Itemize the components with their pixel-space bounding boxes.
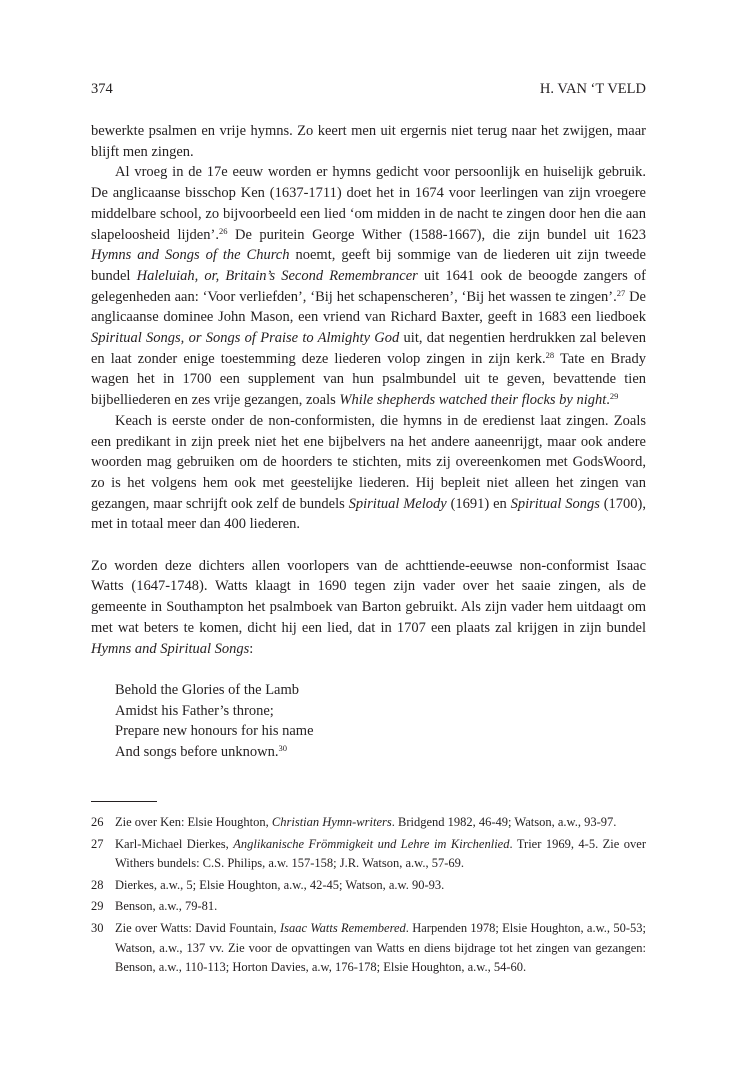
p2-text-7: Tate en Brady wagen het in 1700 een supplement van hun psalmbundel uit te geven, bevattende tien bijbelliederen en zes vrije gezangen, zoals	[91, 350, 646, 409]
p2-title-2: Haleluiah, or, Britain’s Second Remembrancer	[136, 267, 418, 284]
p4-title-1: Hymns and Spiritual Songs	[91, 640, 250, 657]
p2-title-1: Hymns and Songs of the Church	[91, 247, 290, 264]
footnote-number: 27	[91, 836, 104, 851]
footnote	[91, 919, 646, 978]
p2-text-6: uit, dat negentien herdrukken zal beleven en laat zonder enige toestemming deze liederen volop zingen in zijn kerk.	[91, 330, 646, 367]
p3-text-1: Keach is eerste onder de non-conformisten, die hymns in de eredienst laat zingen. Zoals een predikant in zijn preek niet het ene bijbelvers na het andere aaneenrijgt, maar ook andere woorden mag gebruiken om de hoorders te stichten, mits zij overeenkomen met GodsWoord, zo is het volgens hem ook met geestelijke liederen. Hij bepleit niet alleen het zingen van gezangen, maar schrijft ook zelf de bundels	[91, 412, 646, 512]
footnote-number: 29	[91, 899, 104, 914]
footnote-ref-26[interactable]: 26	[218, 225, 228, 236]
footnote-text-a: Benson, a.w., 79-81.	[115, 899, 218, 914]
paragraph-1	[91, 121, 646, 162]
p4-text-2: :	[249, 640, 254, 657]
footnote-text-a: Dierkes, a.w., 5; Elsie Houghton, a.w., 42-45; Watson, a.w. 90-93.	[115, 877, 445, 892]
footnote	[91, 897, 646, 917]
poem-line-4	[115, 742, 646, 763]
page-number: 374	[91, 81, 113, 97]
running-title: H. VAN ‘T VELD	[539, 81, 646, 97]
footnote-number: 30	[91, 920, 104, 935]
footnote-text	[115, 813, 646, 833]
footnote-text-b: . Bridgend 1982, 46-49; Watson, a.w., 93-97.	[391, 815, 617, 829]
footnote	[91, 876, 646, 896]
footnote-title: Isaac Watts Remembered	[279, 920, 406, 935]
p3-title-2: Spiritual Songs	[510, 495, 600, 512]
paragraph-3	[91, 411, 646, 535]
footnote-ref-27[interactable]: 27	[616, 287, 626, 298]
paragraph-1-text: bewerkte psalmen en vrije hymns. Zo keert men uit ergernis niet terug naar het zwijgen, maar blijft men zingen.	[91, 123, 646, 160]
footnote-number: 28	[91, 877, 104, 892]
p2-text-2: De puritein George Wither (1588-1667), die zijn bundel uit 1623	[227, 226, 647, 243]
p2-text-4: uit 1641 ook de beoogde zangers of gelegenheden aan: ‘Voor verliefden’, ‘Bij het schapenscheren’, ‘Bij het wassen te zingen’.	[91, 267, 646, 305]
footnote-rule	[91, 801, 157, 802]
footnote-text-b: . Trier 1969, 4-5. Zie over Withers bundels: C.S. Philips, a.w. 157-158; J.R. Watson, a.w., 57-69.	[115, 836, 647, 871]
poem-line-2: Amidst his Father’s throne;	[115, 702, 274, 719]
footnote-text-a: Zie over Ken: Elsie Houghton,	[115, 815, 272, 829]
footnote-text-a: Karl-Michael Dierkes,	[115, 836, 234, 851]
poem-line-3: Prepare new honours for his name	[115, 723, 314, 740]
p2-text-3: noemt, geeft bij sommige van de liederen uit zijn tweede bundel	[91, 247, 646, 284]
footnote-ref-28[interactable]: 28	[545, 349, 555, 360]
footnote	[91, 813, 646, 833]
poem-quote	[115, 680, 646, 763]
footnote-number: 26	[91, 815, 104, 829]
p3-text-3: (1700), met in totaal meer dan 400 liederen.	[91, 495, 646, 533]
footnote	[91, 835, 646, 874]
running-head	[91, 79, 646, 99]
paragraph-2	[91, 162, 646, 410]
poem-line-4-text: And songs before unknown.	[115, 744, 279, 761]
footnote-text-a: Zie over Watts: David Fountain,	[115, 920, 280, 935]
footnote-title: Anglikanische Frömmigkeit und Lehre im Kirchenlied	[233, 836, 510, 851]
p2-title-4: While shepherds watched their flocks by night	[339, 392, 607, 409]
footnote-text	[115, 897, 646, 917]
p2-text-8: .	[606, 392, 610, 409]
footnote-ref-30[interactable]: 30	[278, 743, 288, 754]
p2-text-1: Al vroeg in de 17e eeuw worden er hymns gedicht voor persoonlijk en huiselijk gebruik. De anglicaanse bisschop Ken (1637-1711) doet het in 1674 voor leerlingen van zijn vroegere middelbare school, zo bijvoorbeeld een lied ‘om midden in de nacht te zingen door hen die aan slapeloosheid lijden’.	[91, 164, 646, 243]
footnotes	[91, 813, 646, 980]
p3-title-1: Spiritual Melody	[348, 495, 447, 512]
p3-text-2: (1691) en	[446, 495, 511, 512]
footnote-text	[115, 835, 646, 874]
p2-text-5: De anglicaanse dominee John Mason, een vriend van Richard Baxter, geeft in 1683 een liedboek	[91, 288, 646, 326]
footnote-text-b: . Harpenden 1978; Elsie Houghton, a.w., 50-53; Watson, a.w., 137 vv. Zie voor de opvattingen van Watts en diens bijdrage tot het zingen van gezangen: Benson, a.w., 110-113; Horton Davies, a.w, 176-178; Elsie Houghton, a.w., 54-60.	[115, 920, 647, 975]
p2-title-3: Spiritual Songs, or Songs of Praise to Almighty God	[91, 330, 400, 347]
body-text	[91, 121, 646, 763]
footnote-title: Christian Hymn-writers	[271, 815, 392, 829]
p4-text-1: Zo worden deze dichters allen voorlopers van de achttiende-eeuwse non-conformist Isaac Watts (1647-1748). Watts klaagt in 1690 tegen zijn vader over het saaie zingen, als de gemeente in Southampton het psalmboek van Barton gebruikt. Als zijn vader hem uitdaagt om met wat beters te komen, dicht hij een lied, dat in 1707 een plaats zal krijgen in zijn bundel	[91, 557, 646, 636]
footnote-ref-29[interactable]: 29	[609, 391, 619, 402]
paragraph-4	[91, 556, 646, 660]
poem-line-1: Behold the Glories of the Lamb	[115, 681, 300, 698]
footnote-text	[115, 919, 646, 978]
footnote-text	[115, 876, 646, 896]
